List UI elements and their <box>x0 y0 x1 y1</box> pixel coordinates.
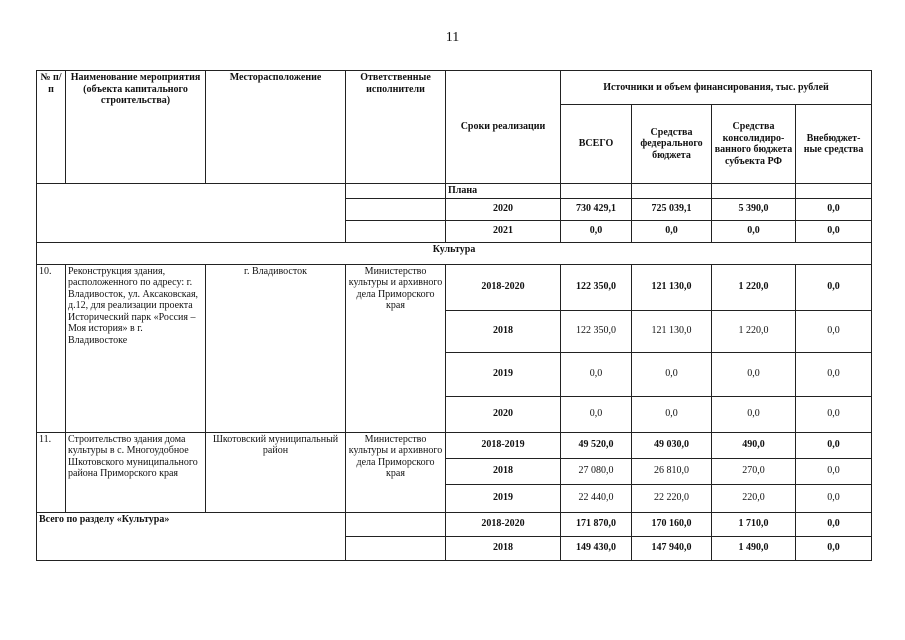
header-offbudget: Внебюджет-ные средства <box>796 105 872 184</box>
period-cell: 2018-2019 <box>446 432 561 458</box>
header-location: Месторасположение <box>206 71 346 184</box>
header-regional: Средства консолидиро-ванного бюджета субъекта РФ <box>712 105 796 184</box>
table-row: 2021 0,0 0,0 0,0 0,0 <box>37 220 872 242</box>
header-num: № п/п <box>37 71 66 184</box>
period-cell: 2018-2020 <box>446 512 561 536</box>
table-row: 2020 0,0 0,0 0,0 0,0 <box>37 396 872 432</box>
table-row: 10. Реконструкция здания, расположенного по адресу: г. Владивосток, ул. Аксаковская, д.12, для реализации проекта Исторический парк «Россия – Моя история» в г. Владивостоке г. Владивосток Министерство культуры и архивного дела Приморского края 2018-2020 122 350,0 121 130,0 1 220,0 0,0 <box>37 264 872 310</box>
section-title: Культура <box>37 242 872 264</box>
table-row: 2019 0,0 0,0 0,0 0,0 <box>37 352 872 396</box>
table-row: 2020 730 429,1 725 039,1 5 390,0 0,0 <box>37 198 872 220</box>
table-row: 2018 122 350,0 121 130,0 1 220,0 0,0 <box>37 310 872 352</box>
section-row <box>37 242 872 264</box>
page-number: 11 <box>445 30 460 45</box>
table-row: 2019 22 440,0 22 220,0 220,0 0,0 <box>37 484 872 512</box>
plan-executors-cell <box>346 184 446 199</box>
period-cell: 2018-2020 <box>446 264 561 310</box>
header-name: Наименование мероприятия (объекта капитального строительства) <box>66 71 206 184</box>
header-row-1 <box>37 71 872 105</box>
period-cell: 2019 <box>446 352 561 396</box>
period-cell: 2018 <box>446 536 561 560</box>
header-federal: Средства федерального бюджета <box>632 105 712 184</box>
plan-label-row <box>37 184 872 199</box>
period-cell: 2018 <box>446 310 561 352</box>
item-executors: Министерство культуры и архивного дела Приморского края <box>346 264 446 432</box>
plan-label: Плана <box>446 184 561 199</box>
item-name: Реконструкция здания, расположенного по адресу: г. Владивосток, ул. Аксаковская, д.12, для реализации проекта Исторический парк «Россия – Моя история» в г. Владивостоке <box>66 264 206 432</box>
item-executors: Министерство культуры и архивного дела Приморского края <box>346 432 446 512</box>
table-row: 2018 27 080,0 26 810,0 270,0 0,0 <box>37 458 872 484</box>
table-row: 11. Строительство здания дома культуры в с. Многоудобное Шкотовского муниципального района Приморского края Шкотовский муниципальный район Министерство культуры и архивного дела Приморского края 2018-2019 49 520,0 49 030,0 490,0 0,0 <box>37 432 872 458</box>
financing-table <box>36 70 872 561</box>
item-location: Шкотовский муниципальный район <box>206 432 346 512</box>
period-cell: 2018 <box>446 458 561 484</box>
header-total: ВСЕГО <box>561 105 632 184</box>
header-executors: Ответственные исполнители <box>346 71 446 184</box>
table-row: Всего по разделу «Культура» 2018-2020 171 870,0 170 160,0 1 710,0 0,0 <box>37 512 872 536</box>
period-cell: 2020 <box>446 396 561 432</box>
item-num: 11. <box>37 432 66 512</box>
header-sources: Источники и объем финансирования, тыс. рублей <box>561 71 872 105</box>
total-section-label: Всего по разделу «Культура» <box>37 512 346 560</box>
table-row: 2018 149 430,0 147 940,0 1 490,0 0,0 <box>37 536 872 560</box>
item-location: г. Владивосток <box>206 264 346 432</box>
plan-empty-cell <box>37 184 346 243</box>
period-cell: 2019 <box>446 484 561 512</box>
header-period: Сроки реализации <box>446 71 561 184</box>
item-name: Строительство здания дома культуры в с. Многоудобное Шкотовского муниципального района Приморского края <box>66 432 206 512</box>
period-cell: 2021 <box>446 220 561 242</box>
item-num: 10. <box>37 264 66 432</box>
period-cell: 2020 <box>446 198 561 220</box>
